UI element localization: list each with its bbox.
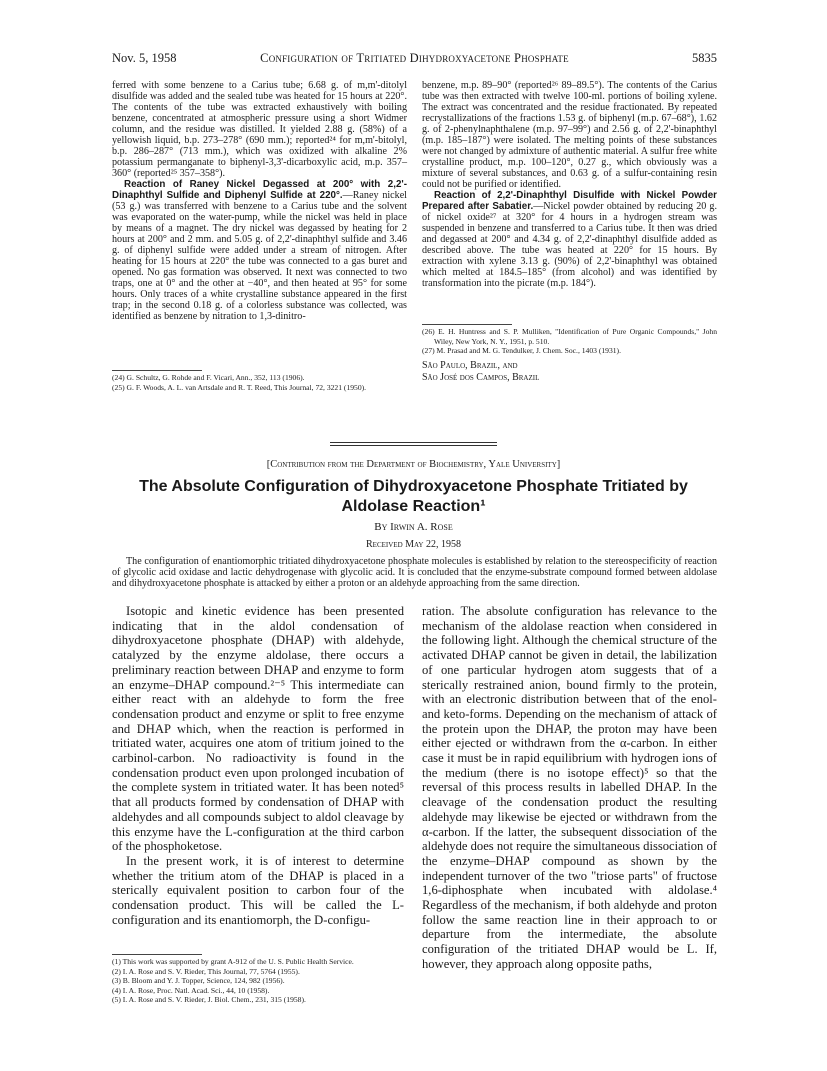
top-right-footnotes: [422, 327, 717, 356]
body-paragraph: ration. The absolute configuration has relevance to the mechanism of the aldolase reaction when considered in the following light. Although the chemical structure of the activated DHAP cannot be given in detail, the labilization of one particular hydrogen atom suggests that of a sterically restrained anion, bound firmly to the protein, with an electronic distribution between that of the enol- and keto-forms. Depending on the mechanism of attack of the protein upon the DHAP, the proton may have been either ejected or withdrawn from the α-carbon. In either case it must be in rapid equilibrium with hydrogen ions of the medium (there is no isotope effect)⁵ so that the reversal of this process results in labelled DHAP. In the cleavage of the condensation product the resulting aldehyde may likewise be ejected or withdrawn from the α-carbon. If the latter, the subsequent dissociation of the aldehyde does not require the simultaneous dissociation of the enzyme–DHAP compound as shown by the independent turnover of the two "triose parts" of fructose 1,6-diphosphate when incubated with aldolase.⁴ Regardless of the mechanism, if both aldehyde and proton follow the same reaction line in their approach to or departure from the intermediate, the absolute configuration of the tritiated DHAP would be L. If, however, they approach along opposite paths,: [422, 604, 717, 971]
footnote: (26) E. H. Huntress and S. P. Mulliken, "Identification of Pure Organic Compounds," John Wiley, New York, N. Y., 1951, p. 510.: [422, 327, 717, 346]
footnote: (2) I. A. Rose and S. V. Rieder, This Journal, 77, 5764 (1955).: [112, 966, 300, 976]
footnote-rule-right: [422, 324, 512, 325]
header-page-number: 5835: [692, 51, 717, 65]
section-heading: Reaction of Raney Nickel Degassed at 200° with 2,2'-Dinaphthyl Sulfide and Diphenyl Sulfide at 220°.: [112, 179, 407, 201]
author-address: [422, 360, 717, 383]
received-date: Received May 22, 1958: [366, 539, 461, 550]
author-byline: By Irwin A. Rose: [374, 521, 453, 533]
section-heading: Reaction of 2,2'-Dinaphthyl Disulfide with Nickel Powder Prepared after Sabatier.: [422, 190, 717, 212]
running-header: [112, 51, 717, 69]
footnote: (27) M. Prasad and M. G. Tendulker, J. Chem. Soc., 1403 (1931).: [422, 346, 621, 356]
abstract: The configuration of enantiomorphic tritiated dihydroxyacetone phosphate molecules is established by relation to the stereospecificity of reaction of glycolic acid oxidase and lactic dehydrogenase with glycolic acid. It is concluded that the enzyme-substrate compound formed between aldolase and dihydroxyacetone phosphate is attacked by either a proton or an aldehyde approaching from the same direction.: [112, 556, 717, 590]
contribution-line: [Contribution from the Department of Biochemistry, Yale University]: [266, 459, 561, 470]
article-footnotes: [112, 957, 404, 1005]
footnote-rule-left: [112, 370, 202, 371]
header-running-title: Configuration of Tritiated Dihydroxyacetone Phosphate: [260, 51, 569, 65]
paragraph-text: —Raney nickel (53 g.) was transferred with benzene to a Carius tube and the solvent was evaporated on the water-pump, while the nickel was held in place by means of a magnet. The dry nickel was degassed by heating for 2 hours at 200° and 2 mm. and 5.05 g. of 2,2'-dinaphthyl sulfide and 3.46 g. of diphenyl sulfide were added under a stream of nitrogen. After heating for 15 hours at 220° the tube was connected to a gas buret and opened. No gas formation was observed. It next was connected to two traps, one at 0° and the other at −40°, and then heated at 95° for some hours. Only traces of a white crystalline substance appeared in the first trap; in the second 0.18 g. of a colorless substance was collected, was identified as benzene by nitration to 1,3-dinitro-: [112, 190, 407, 322]
header-date: Nov. 5, 1958: [112, 51, 177, 65]
article-title: The Absolute Configuration of Dihydroxyacetone Phosphate Tritiated by Aldolase Reaction¹: [139, 478, 688, 515]
footnote: (1) This work was supported by grant A-912 of the U. S. Public Health Service.: [112, 957, 354, 966]
body-paragraph: Isotopic and kinetic evidence has been presented indicating that in the aldol condensation of dihydroxyacetone phosphate (DHAP) with aldehyde, catalyzed by the enzyme aldolase, there occurs a preliminary reaction between DHAP and enzyme to form an enzyme–DHAP compound.²⁻⁵ This intermediate can either react with an aldehyde to form the free condensation product and enzyme or split to free enzyme and DHAP which, when the reaction is performed in tritiated water, acquires one atom of tritium joined to the carbinol-carbon. No radioactivity is found in the condensation product even upon prolonged incubation of the complete system in tritiated water. It has been noted⁵ that all products formed by condensation of DHAP with aldehydes and all compounds subject to aldol cleavage by this enzyme have the L-configuration at the third carbon of the phosphoketose.: [112, 604, 404, 854]
article-left-column: [112, 604, 404, 927]
footnote: (24) G. Schultz, G. Rohde and F. Vicari, Ann., 352, 113 (1906).: [112, 373, 305, 382]
body-paragraph: In the present work, it is of interest to determine whether the tritium atom of the DHAP is placed in a sterically equivalent position to carbon four of the condensation product. This will be called the L-configuration and its enantiomorph, the D-configu-: [112, 853, 404, 927]
footnote: (4) I. A. Rose, Proc. Natl. Acad. Sci., 44, 10 (1958).: [112, 985, 270, 995]
top-right-column: [422, 80, 717, 289]
footnote-rule-article: [112, 954, 202, 955]
footnote: (25) G. F. Woods, A. L. van Artsdale and R. T. Reed, This Journal, 72, 3221 (1950).: [112, 382, 367, 392]
article-separator-rule: [330, 445, 497, 446]
address-line: São José dos Campos, Brazil: [422, 371, 540, 383]
top-left-column: [112, 80, 407, 322]
experimental-paragraph-2: [422, 190, 717, 289]
experimental-paragraph: ferred with some benzene to a Carius tube; 6.68 g. of m,m'-ditolyl disulfide was added and the sealed tube was heated for 15 hours at 220°. The contents of the tube was extracted exhaustively with boiling benzene, concentrated at atmospheric pressure using a short Widmer column, and the residue was distilled. It yielded 2.88 g. (58%) of a yellowish liquid, b.p. 273–278° (690 mm.); reported²⁴ for m,m'-bitolyl, b.p. 286–287° (713 mm.), which was oxidized with alkaline 2% potassium permanganate to biphenyl-3,3'-dicarboxylic acid, m.p. 357–360° (reported²⁵ 357–358°).: [112, 80, 407, 179]
top-left-footnotes: [112, 373, 407, 392]
article-separator-rule: [330, 442, 497, 443]
paragraph-text: —Nickel powder obtained by reducing 20 g. of nickel oxide²⁷ at 320° for 4 hours in a hydrogen stream was suspended in benzene and transferred to a Carius tube. It then was dried and degassed at 200° and 4.34 g. of 2,2'-dinaphthyl disulfide added as described above. The tube was heated at 220° for 15 hours. By extraction with xylene 3.13 g. (90%) of 2,2'-binaphthyl was obtained which melted at 184.5–185° (from alcohol) and was identified by transformation into the picrate (m.p. 184°).: [422, 201, 717, 289]
address-line: São Paulo, Brazil, and: [422, 360, 518, 371]
experimental-paragraph: benzene, m.p. 89–90° (reported²⁶ 89–89.5°). The contents of the Carius tube was then extracted with twelve 100-ml. portions of boiling xylene. The extract was concentrated and the residue fractionated. By repeated recrystallizations of the fractions 1.53 g. of biphenyl (m.p. 67–68°), 1.62 g. of 2-phenylnaphthalene (m.p. 97–99°) and 2.56 g. of 2,2'-binaphthyl (m.p. 185–187°) were isolated. The melting points of these substances were not changed by admixture of authentic material. A sulfur free white crystalline product, m.p. 100–120°, 0.27 g., which obviously was a mixture of several substances, and 0.63 g. of a sulfur-containing resin could not be purified or identified.: [422, 80, 717, 190]
footnote: (3) B. Bloom and Y. J. Topper, Science, 124, 982 (1956).: [112, 976, 285, 986]
experimental-paragraph-2: [112, 179, 407, 322]
article-right-column: [422, 604, 717, 972]
footnote: (5) I. A. Rose and S. V. Rieder, J. Biol. Chem., 231, 315 (1958).: [112, 995, 306, 1005]
